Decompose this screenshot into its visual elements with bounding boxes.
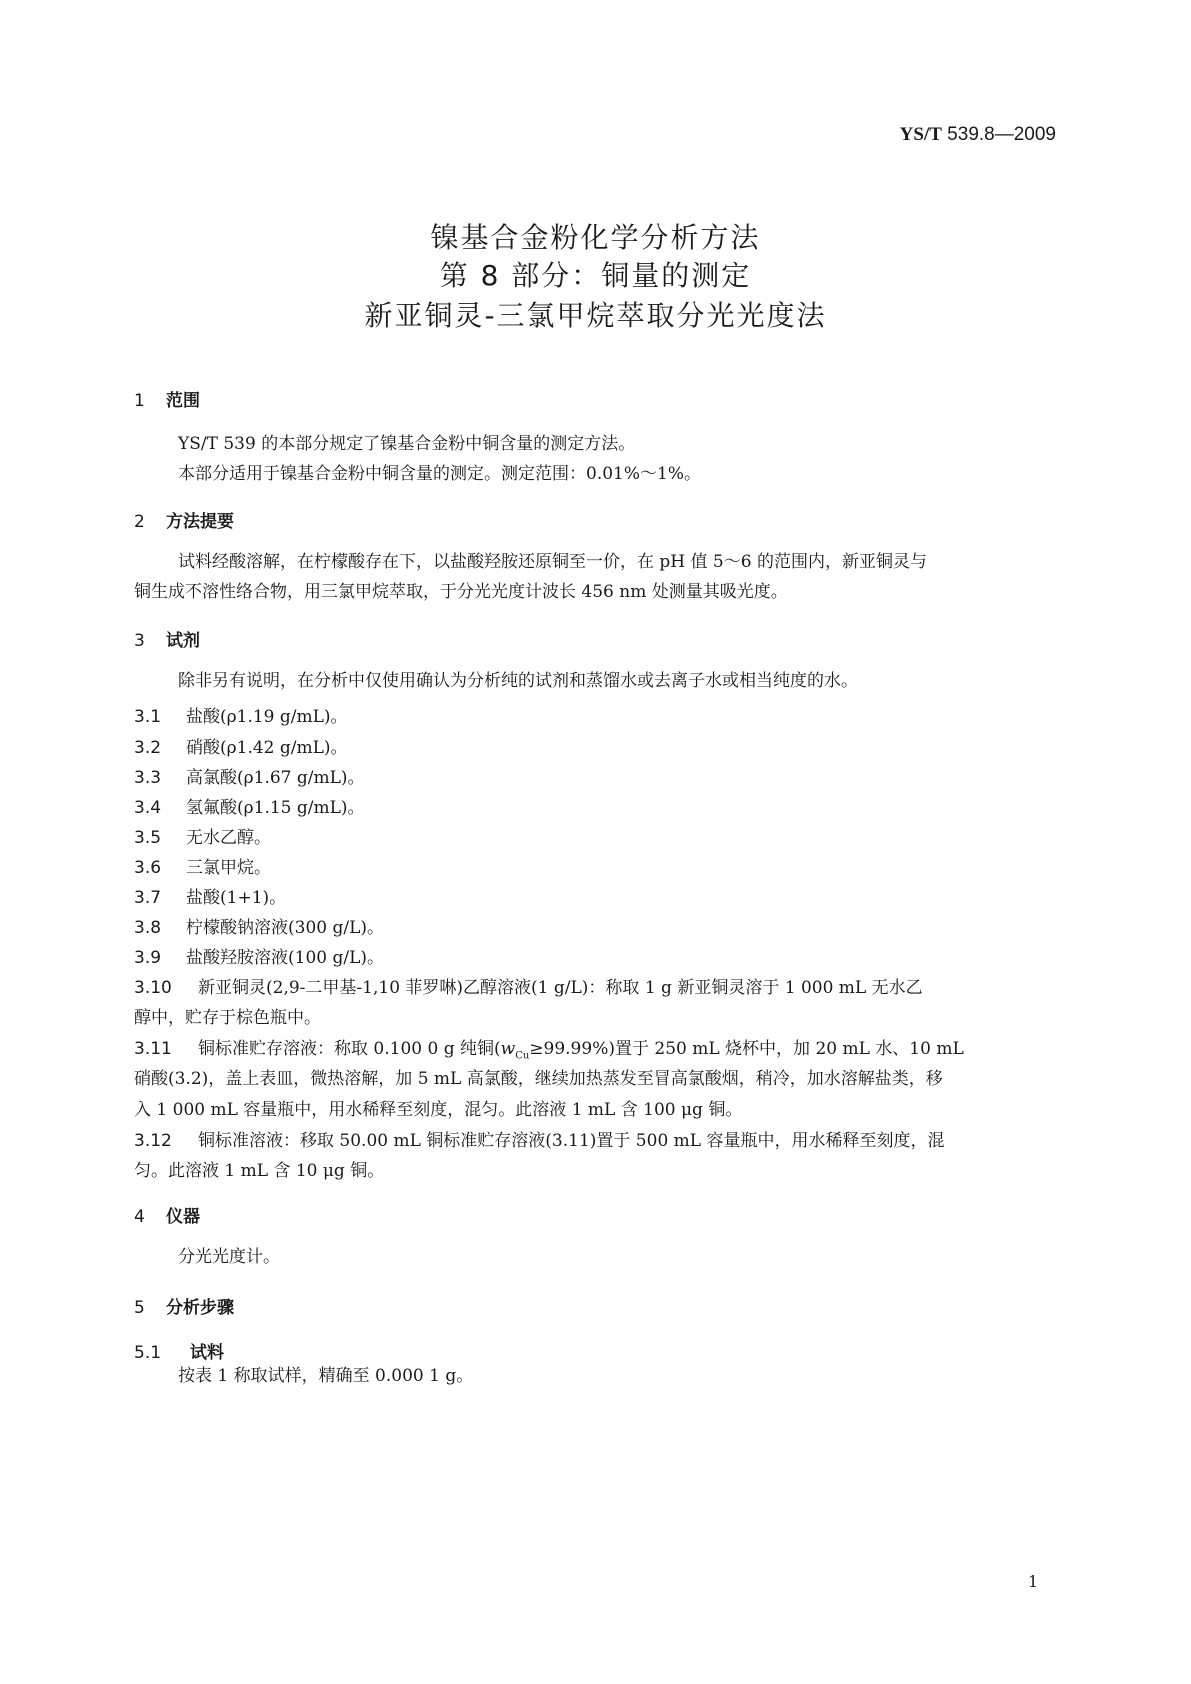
section-2-heading xyxy=(134,507,234,532)
title-line-3: 新亚铜灵-三氯甲烷萃取分光光度法 xyxy=(364,299,827,332)
reagent-item-3-12-line-2: 匀。此溶液 1 mL 含 10 μg 铜。 xyxy=(134,1161,385,1181)
reagent-item-3-12-line-1 xyxy=(134,1126,944,1151)
section-3-intro: 除非另有说明，在分析中仅使用确认为分析纯的试剂和蒸馏水或去离子水或相当纯度的水。 xyxy=(178,671,858,691)
item-number: 3.10 xyxy=(134,978,172,998)
item-text: ≥99.99%)置于 250 mL 烧杯中，加 20 mL 水、10 mL xyxy=(529,1039,964,1059)
item-text: 盐酸羟胺溶液(100 g/L)。 xyxy=(186,948,385,968)
item-text: 三氯甲烷。 xyxy=(186,858,271,878)
item-text: 铜标准贮存溶液：称取 0.100 0 g 纯铜( xyxy=(198,1039,501,1059)
item-number: 3.1 xyxy=(134,707,162,727)
standard-code-prefix: YS/T xyxy=(899,124,942,145)
reagent-item xyxy=(134,853,271,878)
section-title: 方法提要 xyxy=(166,512,234,532)
item-text: 铜标准溶液：移取 50.00 mL 铜标准贮存溶液(3.11)置于 500 mL 容量瓶中，用水稀释至刻度，混 xyxy=(198,1131,945,1151)
reagent-item-3-11-line-1 xyxy=(134,1034,964,1061)
section-number: 1 xyxy=(134,391,145,411)
item-text: 柠檬酸钠溶液(300 g/L)。 xyxy=(186,918,385,938)
item-number: 3.11 xyxy=(134,1039,172,1059)
item-text: 硝酸(ρ1.42 g/mL)。 xyxy=(186,738,348,758)
item-number: 3.8 xyxy=(134,918,162,938)
subsection-5-1-paragraph: 按表 1 称取试样，精确至 0.000 1 g。 xyxy=(178,1366,474,1386)
reagent-item xyxy=(134,793,365,818)
item-number: 3.3 xyxy=(134,768,162,788)
reagent-item-3-11-line-2: 硝酸(3.2)，盖上表皿，微热溶解，加 5 mL 高氯酸，继续加热蒸发至冒高氯酸烟，稍冷，加水溶解盐类，移 xyxy=(134,1069,943,1089)
section-3-heading xyxy=(134,626,200,651)
reagent-item-3-11-line-3: 入 1 000 mL 容量瓶中，用水稀释至刻度，混匀。此溶液 1 mL 含 100 μg 铜。 xyxy=(134,1100,743,1120)
section-1-heading xyxy=(134,386,200,411)
section-number: 4 xyxy=(134,1207,145,1227)
item-number: 3.2 xyxy=(134,738,162,758)
title-line-2: 第 8 部分：铜量的测定 xyxy=(439,259,752,292)
reagent-item xyxy=(134,913,384,938)
reagent-item-3-10-line-2: 醇中，贮存于棕色瓶中。 xyxy=(134,1008,321,1028)
reagent-item xyxy=(134,883,286,908)
section-title: 仪器 xyxy=(166,1207,200,1227)
item-text: 新亚铜灵(2,9-二甲基-1,10 菲罗啉)乙醇溶液(1 g/L)：称取 1 g 新亚铜灵溶于 1 000 mL 无水乙 xyxy=(198,978,923,998)
subsection-title: 试料 xyxy=(190,1343,224,1363)
item-number: 3.4 xyxy=(134,798,162,818)
section-1-paragraph-2: 本部分适用于镍基合金粉中铜含量的测定。测定范围：0.01%～1%。 xyxy=(178,464,701,484)
section-number: 2 xyxy=(134,512,145,532)
item-number: 3.9 xyxy=(134,948,162,968)
mass-fraction-subscript: Cu xyxy=(515,1050,530,1062)
item-text: 氢氟酸(ρ1.15 g/mL)。 xyxy=(186,798,365,818)
mass-fraction-symbol: w xyxy=(500,1039,516,1059)
item-text: 无水乙醇。 xyxy=(186,828,271,848)
standard-code-number: 539.8—2009 xyxy=(941,124,1056,145)
section-number: 5 xyxy=(134,1298,145,1318)
subsection-number: 5.1 xyxy=(134,1343,162,1363)
item-number: 3.6 xyxy=(134,858,162,878)
section-5-heading xyxy=(134,1293,234,1318)
section-4-heading xyxy=(134,1202,200,1227)
item-text: 高氯酸(ρ1.67 g/mL)。 xyxy=(186,768,365,788)
item-text: 盐酸(1+1)。 xyxy=(186,888,287,908)
section-number: 3 xyxy=(134,631,145,651)
reagent-item-3-10-line-1 xyxy=(134,973,923,998)
section-2-paragraph-line-2: 铜生成不溶性络合物，用三氯甲烷萃取，于分光光度计波长 456 nm 处测量其吸光度。 xyxy=(134,582,788,602)
section-4-paragraph: 分光光度计。 xyxy=(178,1247,280,1267)
item-number: 3.12 xyxy=(134,1131,172,1151)
item-text: 盐酸(ρ1.19 g/mL)。 xyxy=(186,707,348,727)
item-number: 3.7 xyxy=(134,888,162,908)
item-number: 3.5 xyxy=(134,828,162,848)
section-title: 分析步骤 xyxy=(166,1298,234,1318)
section-1-paragraph-1: YS/T 539 的本部分规定了镍基合金粉中铜含量的测定方法。 xyxy=(178,434,636,454)
title-line-1: 镍基合金粉化学分析方法 xyxy=(430,221,761,254)
reagent-item xyxy=(134,702,348,727)
reagent-item xyxy=(134,943,384,968)
section-2-paragraph-line-1: 试料经酸溶解，在柠檬酸存在下，以盐酸羟胺还原铜至一价，在 pH 值 5～6 的范围内，新亚铜灵与 xyxy=(178,552,927,572)
standard-code xyxy=(760,124,1056,146)
reagent-item xyxy=(134,733,348,758)
section-title: 试剂 xyxy=(166,631,200,651)
page-number: 1 xyxy=(1028,1572,1039,1591)
reagent-item xyxy=(134,763,365,788)
reagent-item xyxy=(134,823,271,848)
section-title: 范围 xyxy=(166,391,200,411)
